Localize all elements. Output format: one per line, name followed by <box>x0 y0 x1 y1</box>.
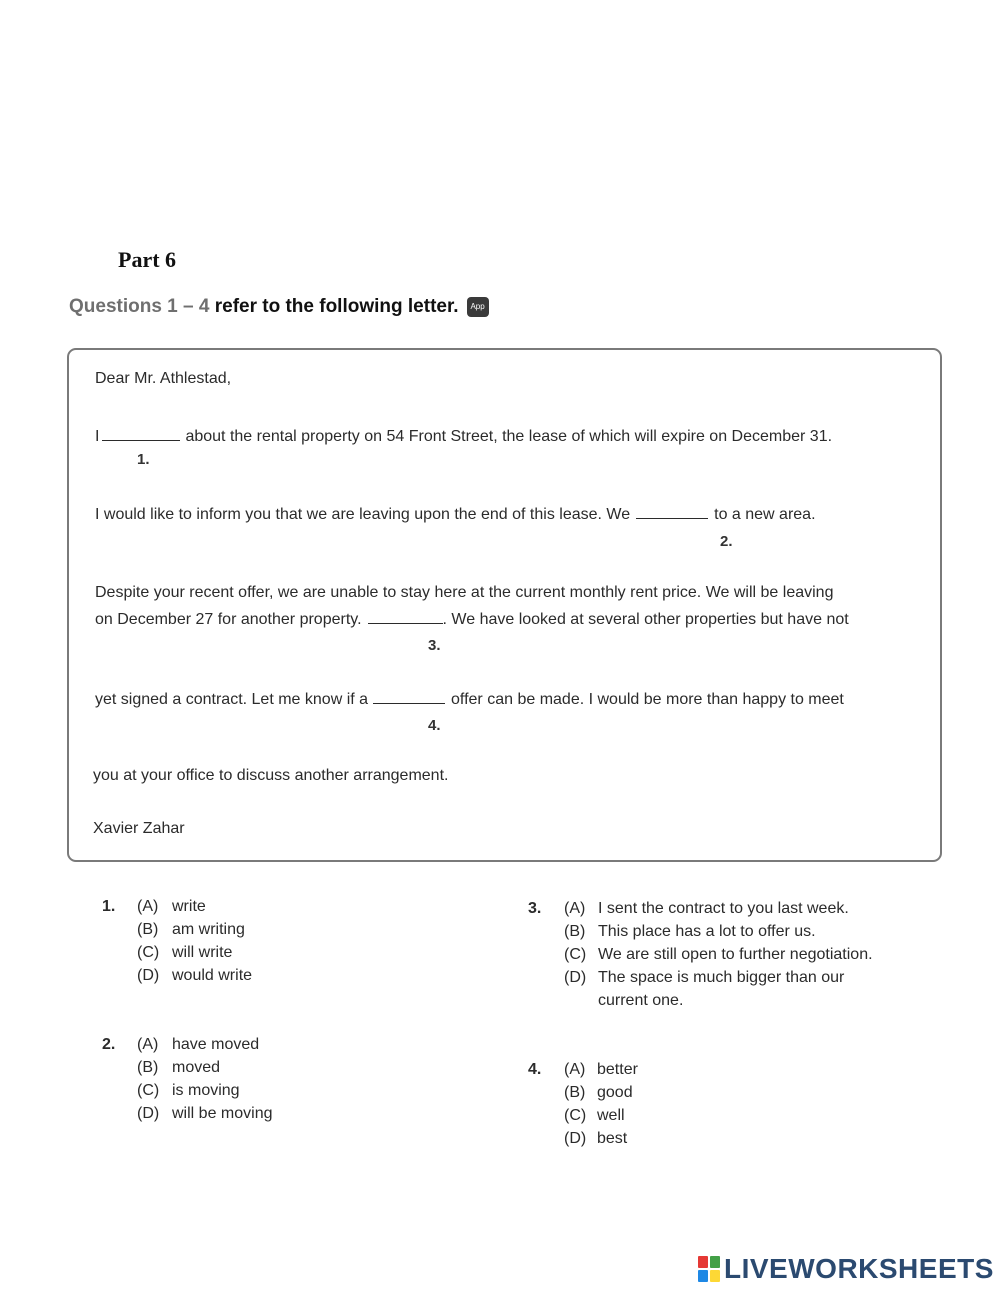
part-title: Part 6 <box>118 247 177 272</box>
option[interactable] <box>137 944 233 962</box>
option-letter: (D) <box>564 1130 587 1147</box>
option-text: This place has a lot to offer us. <box>598 923 816 940</box>
logo-square-e <box>710 1270 720 1282</box>
option-letter: (B) <box>137 921 159 938</box>
option-letter: (D) <box>137 967 160 984</box>
blank-number-1: 1. <box>137 451 150 468</box>
option[interactable] <box>137 1105 273 1123</box>
questions-header <box>69 296 489 318</box>
letter-line-4 <box>95 689 844 709</box>
option[interactable] <box>564 969 845 987</box>
option[interactable] <box>564 1061 638 1079</box>
option-letter: (C) <box>564 1107 587 1124</box>
liveworksheets-logo[interactable] <box>698 1253 994 1285</box>
logo-square-v <box>698 1270 708 1282</box>
option[interactable] <box>137 921 245 939</box>
question-number: 2. <box>102 1036 116 1053</box>
option-text: best <box>597 1130 628 1147</box>
blank-number-3: 3. <box>428 637 441 654</box>
question-number: 1. <box>102 898 116 915</box>
letter-line-3b <box>95 609 849 629</box>
option-text: would write <box>172 967 253 984</box>
option[interactable] <box>137 1059 221 1077</box>
blank-3[interactable] <box>368 609 443 624</box>
option-letter: (B) <box>564 1084 586 1101</box>
option-text: write <box>172 898 206 915</box>
option-letter: (B) <box>137 1059 159 1076</box>
letter-text: I <box>95 428 100 445</box>
option-letter: (D) <box>564 969 587 986</box>
option[interactable] <box>564 900 849 918</box>
option-text: good <box>597 1084 633 1101</box>
option-text-continued: current one. <box>598 992 684 1009</box>
option-letter: (A) <box>564 1061 586 1078</box>
option[interactable] <box>564 1107 625 1125</box>
letter-text: about the rental property on 54 Front Street, the lease of which will expire on December 31. <box>185 428 833 445</box>
option[interactable] <box>137 1082 240 1100</box>
letter-text: on December 27 for another property. <box>95 611 362 628</box>
letter-line-1 <box>95 426 832 446</box>
option[interactable] <box>137 967 253 985</box>
option-text: We are still open to further negotiation. <box>598 946 873 963</box>
blank-number-4: 4. <box>428 717 441 734</box>
option-letter: (B) <box>564 923 586 940</box>
option-text: will be moving <box>172 1105 273 1122</box>
option-text: will write <box>172 944 233 961</box>
option-text: is moving <box>172 1082 240 1099</box>
question-number: 3. <box>528 900 542 917</box>
blank-2[interactable] <box>636 504 708 519</box>
letter-line-3a: Despite your recent offer, we are unable to stay here at the current monthly rent price. We will be leaving <box>95 584 834 601</box>
option-letter: (C) <box>564 946 587 963</box>
option-letter: (A) <box>137 898 159 915</box>
questions-range: Questions 1 – 4 <box>69 296 210 317</box>
option-text: moved <box>172 1059 221 1076</box>
logo-square-l <box>698 1256 708 1268</box>
option[interactable] <box>564 946 873 964</box>
questions-instruction: refer to the following letter. <box>209 296 459 317</box>
letter-text: yet signed a contract. Let me know if a <box>95 691 369 708</box>
option[interactable] <box>564 1084 633 1102</box>
blank-1[interactable] <box>102 426 180 441</box>
letter-line-2 <box>95 504 816 524</box>
blank-number-2: 2. <box>720 533 733 550</box>
option-text: have moved <box>172 1036 260 1053</box>
logo-text: LIVEWORKSHEETS <box>724 1253 994 1284</box>
option-letter: (D) <box>137 1105 160 1122</box>
question-number: 4. <box>528 1061 542 1078</box>
option-letter: (C) <box>137 944 160 961</box>
option[interactable] <box>564 1130 628 1148</box>
app-badge-icon: App <box>467 297 489 317</box>
option-text: well <box>597 1107 625 1124</box>
letter-text: . We have looked at several other properties but have not <box>442 611 849 628</box>
option-letter: (C) <box>137 1082 160 1099</box>
option[interactable] <box>137 898 206 916</box>
letter-text: I would like to inform you that we are leaving upon the end of this lease. We <box>95 506 631 523</box>
letter-salutation: Dear Mr. Athlestad, <box>95 370 232 387</box>
liveworksheets-logo-icon <box>698 1256 720 1282</box>
option-letter: (A) <box>564 900 586 917</box>
option[interactable] <box>137 1036 260 1054</box>
blank-4[interactable] <box>373 689 445 704</box>
letter-signature: Xavier Zahar <box>93 820 185 837</box>
option-text: am writing <box>172 921 245 938</box>
option-text: better <box>597 1061 638 1078</box>
logo-square-i <box>710 1256 720 1268</box>
option[interactable] <box>564 923 816 941</box>
letter-text: offer can be made. I would be more than happy to meet <box>451 691 844 708</box>
option-text: The space is much bigger than our <box>598 969 845 986</box>
letter-line-5: you at your office to discuss another arrangement. <box>93 767 449 784</box>
letter-text: to a new area. <box>714 506 816 523</box>
option-letter: (A) <box>137 1036 159 1053</box>
option-text: I sent the contract to you last week. <box>598 900 849 917</box>
